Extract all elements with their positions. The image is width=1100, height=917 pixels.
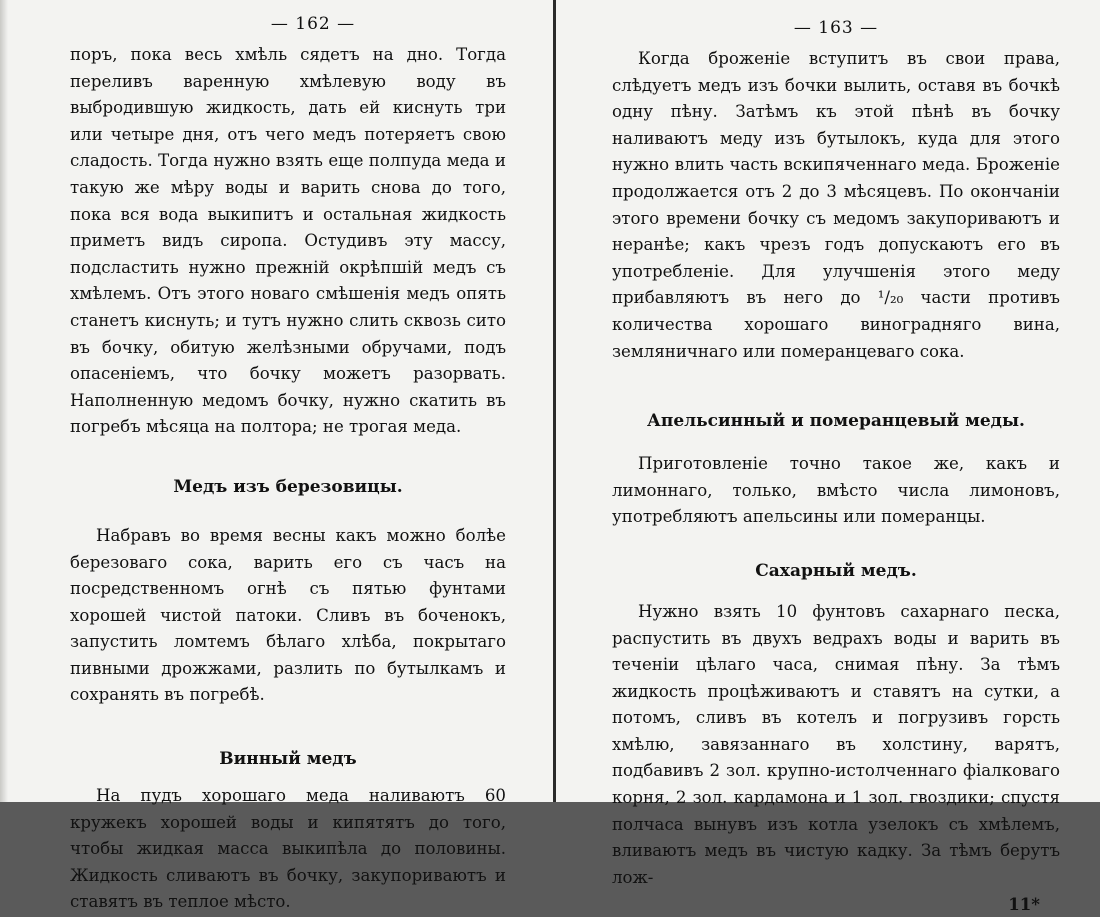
right-paragraph-2: Приготовленіе точно такое же, какъ и лимоннаго, только, вмѣсто числа лимоновъ, употребляютъ апельсины или померанцы. xyxy=(612,454,1060,527)
left-heading-wine-honey: Винный медъ xyxy=(219,749,357,770)
left-paragraph-2: Набравъ во время весны какъ можно болѣе березоваго сока, варить его съ часъ на посредственномъ огнѣ съ пятью фунтами хорошей чистой патоки. Сливъ въ боченокъ, запустить ломтемъ бѣлаго хлѣба, покрытаго пивными дрожжами, разлить по бутылкамъ и сохранять въ погребѣ. xyxy=(70,525,506,705)
right-paragraph-1: Когда броженіе вступитъ въ свои права, слѣдуетъ медъ изъ бочки вылить, оставя въ бочкѣ одну пѣну. Затѣмъ къ этой пѣнѣ въ бочку наливаютъ меду изъ бутылокъ, куда для этого нужно влить часть вскипяченнаго меда. Броженіе продолжается отъ 2 до 3 мѣсяцевъ. По окончаніи этого времени бочку съ медомъ закупориваютъ и неранѣе; какъ чрезъ годъ допускаютъ его въ употребленіе. Для улучшенія этого меду прибавляютъ въ него до ¹/₂₀ части противъ количества хорошаго виноградняго вина, земляничнаго или померанцеваго сока. xyxy=(612,49,1060,361)
right-heading-orange-honey: Апельсинный и померанцевый меды. xyxy=(647,411,1025,432)
page-number-right: — 163 — xyxy=(793,18,879,38)
page-number-left: — 162 — xyxy=(270,14,356,34)
left-paragraph-1: поръ, пока весь хмѣль сядетъ на дно. Тогда переливъ варенную хмѣлевую воду въ выбродившую жидкость, дать ей киснуть три или четыре дня, отъ чего медъ потеряетъ свою сладость. Тогда нужно взять еще полпуда меда и такую же мѣру воды и варить снова до того, пока вся вода выкипитъ и остальная жидкость приметъ видъ сиропа. Остудивъ эту массу, подсластить нужно прежній окрѣпшій медъ съ хмѣлемъ. Отъ этого новаго смѣшенія медъ опять станетъ киснуть; и тутъ нужно слить сквозь сито въ бочку, обитую желѣзными обручами, подъ опасеніемъ, что бочку можетъ разорвать. Наполненную медомъ бочку, нужно скатить въ погребъ мѣсяца на полтора; не трогая меда. xyxy=(70,45,506,437)
left-heading-birch-honey: Медъ изъ березовицы. xyxy=(173,476,403,497)
left-paragraph-3: На пудъ хорошаго меда наливаютъ 60 кружекъ хорошей воды и кипятятъ до того, чтобы жидкая масса выкипѣла до половины. Жидкость сливаютъ въ бочку, закупориваютъ и ставятъ въ теплое мѣсто. xyxy=(70,786,506,912)
right-heading-sugar-honey: Сахарный медъ. xyxy=(755,560,917,581)
right-page xyxy=(556,0,1100,915)
page-edge-shadow xyxy=(0,0,8,802)
signature-mark: 11* xyxy=(1008,894,1040,915)
right-paragraph-3: Нужно взять 10 фунтовъ сахарнаго песка, распустить въ двухъ ведрахъ воды и варить въ теченіи цѣлаго часа, снимая пѣну. За тѣмъ жидкость процѣживаютъ и ставятъ на сутки, а потомъ, сливъ въ котелъ и погрузивъ горсть хмѣлю, завязаннаго въ холстину, варятъ, подбавивъ 2 зол. крупно-истолченнаго фіалковаго корня, 2 зол. кардамона и 1 зол. гвоздики; спустя полчаса вынувъ изъ котла узелокъ съ хмѣлемъ, вливаютъ медъ въ чистую кадку. За тѣмъ берутъ лож- xyxy=(612,601,1060,887)
